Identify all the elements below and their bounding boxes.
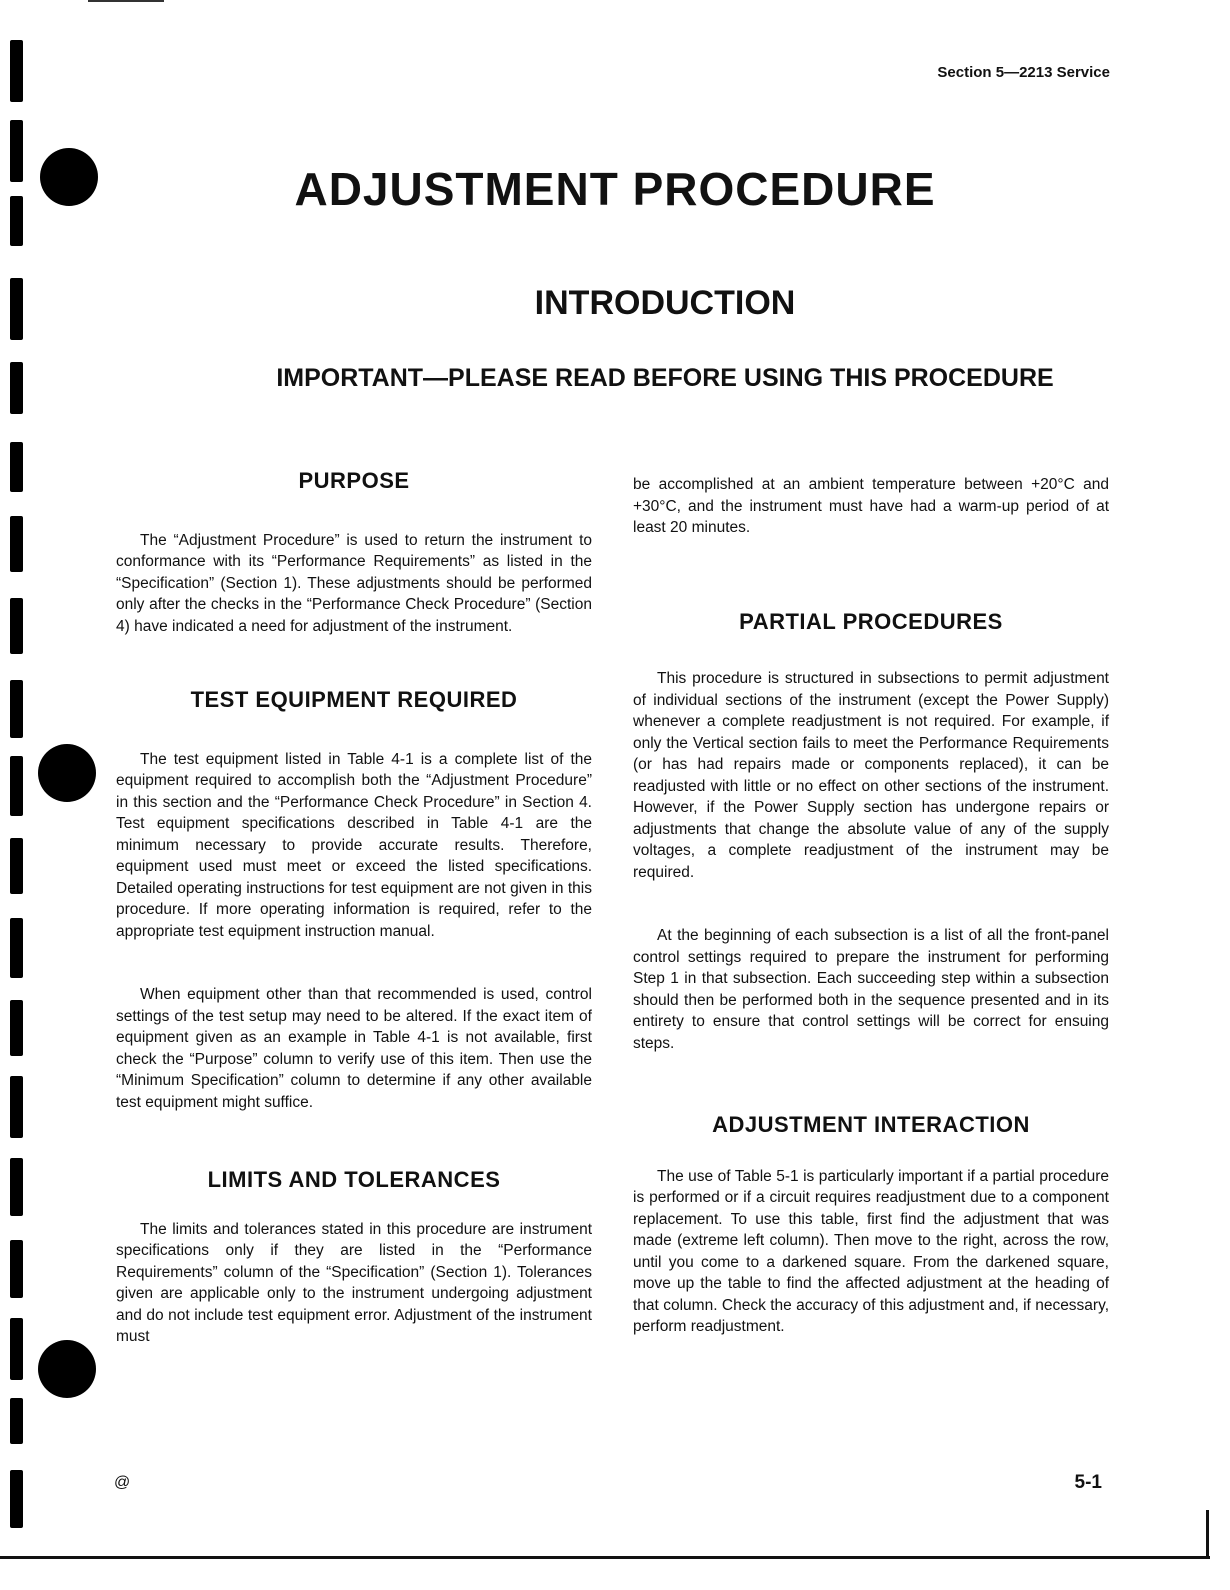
right-edge-rule: [1206, 1510, 1209, 1558]
test-equipment-paragraph-2: When equipment other than that recommended is used, control settings of the test setup may need to be altered. If the exact item of equipment given as an example in Table 4-1 is not available, first check the “Purpose” column to verify use of this item. Then use the “Minimum Specification” column to determine if any other available test equipment might suffice.: [116, 986, 592, 1111]
limits-heading: LIMITS AND TOLERANCES: [207, 1167, 501, 1192]
adjustment-interaction-heading: ADJUSTMENT INTERACTION: [712, 1112, 1030, 1137]
partial-procedures-paragraph-1: This procedure is structured in subsections to permit adjustment of individual sections of the instrument (except the Power Supply) whenever a complete readjustment is not required. For example, if only the Vertical section fails to meet the Performance Requirements (or has had repairs made or components replaced), it can be readjusted with little or no effect on other sections of the instrument. However, if the Power Supply section has undergone repairs or adjustments that change the absolute value of any of the supply voltages, a complete readjustment of the instrument may be required.: [633, 670, 1109, 881]
binder-bar: [10, 1470, 23, 1528]
binder-bar: [10, 516, 23, 572]
adjustment-interaction-paragraph: The use of Table 5-1 is particularly important if a partial procedure is performed or if a circuit requires readjustment due to a component replacement. To use this table, first find the adjustment that was made (extreme left column). Then move to the right, across the row, until you come to a darkened square. From the darkened square, move up the table to find the affected adjustment at the heading of that column. Check the accuracy of this adjustment and, if necessary, perform readjustment.: [633, 1167, 1109, 1335]
binder-bar: [10, 838, 23, 894]
section-header: Section 5—2213 Service: [937, 64, 1110, 81]
binder-hole: [38, 744, 96, 802]
page-number: 5-1: [1074, 1472, 1102, 1493]
binder-bar: [10, 1240, 23, 1298]
binder-bar: [10, 278, 23, 340]
binder-bar: [10, 1318, 23, 1380]
page-title: ADJUSTMENT PROCEDURE: [294, 163, 936, 215]
test-equipment-paragraph-1: The test equipment listed in Table 4-1 is a complete list of the equipment required to accomplish both the “Adjustment Procedure” in this section and the “Performance Check Procedure” in Section 4. Test equipment specifications described in Table 4-1 are the minimum necessary to provide accurate results. Therefore, equipment used must meet or exceed the listed specifications. Detailed operating instructions for test equipment are not given in this procedure. If more operating information is required, refer to the appropriate test equipment instruction manual.: [116, 750, 592, 940]
binder-bar: [10, 680, 23, 738]
binder-bar: [10, 362, 23, 414]
binder-bar: [10, 442, 23, 492]
binder-bar: [10, 1158, 23, 1216]
important-notice: IMPORTANT—PLEASE READ BEFORE USING THIS PROCEDURE: [276, 364, 1054, 392]
top-rule: [88, 0, 164, 2]
purpose-paragraph: The “Adjustment Procedure” is used to return the instrument to conformance with its “Performance Requirements” as listed in the “Specification” (Section 1). These adjustments should be performed only after the checks in the “Performance Check Procedure” (Section 4) have indicated a need for adjustment of the instrument.: [116, 531, 592, 635]
footer-mark: @: [114, 1474, 131, 1491]
limits-paragraph-continued: be accomplished at an ambient temperature between +20°C and +30°C, and the instrument must have had a warm-up period of at least 20 minutes.: [633, 476, 1109, 536]
binder-bar: [10, 1000, 23, 1056]
purpose-heading: PURPOSE: [298, 468, 410, 493]
partial-procedures-heading: PARTIAL PROCEDURES: [739, 608, 1003, 634]
binder-bar: [10, 1076, 23, 1138]
right-column: [633, 474, 1109, 1338]
binder-bar: [10, 756, 23, 816]
binder-hole: [38, 1340, 96, 1398]
bottom-rule: [0, 1556, 1210, 1559]
binder-bar: [10, 1398, 23, 1444]
partial-procedures-paragraph-2: At the beginning of each subsection is a list of all the front-panel control settings required to prepare the instrument for performing Step 1 in that subsection. Each succeeding step within a subsection should then be performed both in the sequence presented and in its entirety to ensure that control settings will be correct for ensuing steps.: [633, 927, 1109, 1052]
test-equipment-heading: TEST EQUIPMENT REQUIRED: [190, 687, 518, 712]
binder-bar: [10, 40, 23, 102]
left-column: [116, 470, 592, 1348]
binder-bar: [10, 918, 23, 978]
intro-heading: INTRODUCTION: [534, 284, 796, 322]
binder-bar: [10, 598, 23, 654]
limits-paragraph: The limits and tolerances stated in this procedure are instrument specifications only if they are listed in the “Performance Requirements” column of the “Specification” (Section 1). Tolerances given are applicable only to the instrument undergoing adjustment and do not include test equipment error. Adjustment of the instrument must: [116, 1220, 592, 1345]
